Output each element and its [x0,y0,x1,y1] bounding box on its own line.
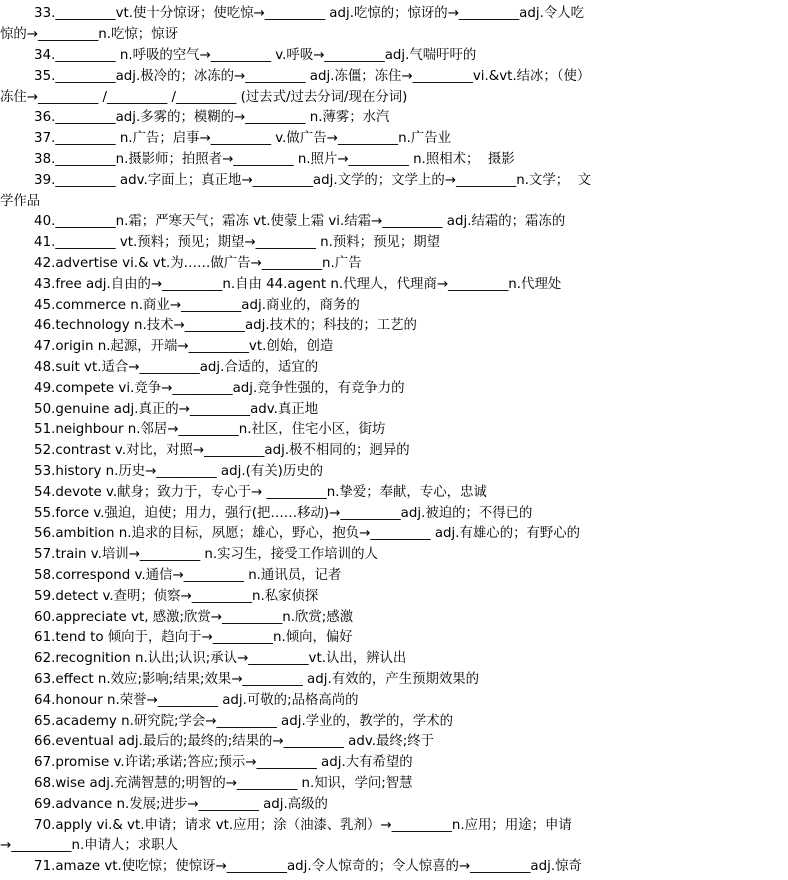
text-line: 48.suit vt.适合→_________adj.合适的，适宜的 [0,360,319,375]
text-line: 66.eventual adj.最后的;最终的;结果的→_________ adv.最终;终于 [0,734,435,749]
text-line: 43.free adj.自由的→_________n.自由 44.agent n.代理人，代理商→_________n.代理处 [0,277,562,292]
text-line: 51.neighbour n.邻居→_________n.社区，住宅小区，街坊 [0,422,386,437]
text-line: 50.genuine adj.真正的→_________adv.真正地 [0,402,319,417]
text-line: 53.history n.历史→_________ adj.(有关)历史的 [0,464,324,479]
text-line: 67.promise v.许诺;承诺;答应;预示→_________ adj.大有希望的 [0,755,413,770]
text-line: 52.contrast v.对比，对照→_________adj.极不相同的；迥异的 [0,443,410,458]
text-line: 学作品 [0,194,41,209]
text-line: 惊的→_________n.吃惊；惊讶 [0,27,178,42]
text-line: 40._________n.霜；严寒天气；霜冻 vt.使蒙上霜 vi.结霜→_________ adj.结霜的；霜冻的 [0,214,566,229]
text-line: 41._________ vt.预料；预见；期望→_________ n.预料；预见；期望 [0,235,441,250]
text-line: 35._________adj.极冷的；冰冻的→_________ adj.冻僵；冻住→_________vi.&vt.结冰；（使） [0,69,591,84]
text-line: 58.correspond v.通信→_________ n.通讯员，记者 [0,568,342,583]
text-line: 70.apply vi.& vt.申请；请求 vt.应用；涂（油漆、乳剂）→_________n.应用；用途；申请 [0,818,572,833]
text-line: 45.commerce n.商业→_________adj.商业的，商务的 [0,298,360,313]
text-line: 71.amaze vt.使吃惊；使惊讶→_________adj.令人惊奇的；令人惊喜的→_________adj.惊奇 [0,859,582,874]
text-line: 65.academy n.研究院;学会→_________ adj.学业的，教学的，学术的 [0,714,454,729]
text-line: 62.recognition n.认出;认识;承认→_________vt.认出，辨认出 [0,651,407,666]
text-line: 47.origin n.起源，开端→_________vt.创始，创造 [0,339,334,354]
text-line: 63.effect n.效应;影响;结果;效果→_________ adj.有效的，产生预期效果的 [0,672,480,687]
text-line: 60.appreciate vt, 感激;欣赏→_________n.欣赏;感激 [0,610,354,625]
text-line: 39._________ adv.字面上；真正地→_________adj.文学的；文学上的→_________n.文学； 文 [0,173,592,188]
text-line: 37._________ n.广告；启事→_________ v.做广告→_________n.广告业 [0,131,451,146]
text-line: 34._________ n.呼吸的空气→_________ v.呼吸→_________adj.气喘吁吁的 [0,48,477,63]
text-line: 38._________n.摄影师；拍照者→_________ n.照片→_________ n.照相术； 摄影 [0,152,515,167]
text-line: 54.devote v.献身；致力于，专心于→ _________n.挚爱；奉献，专心，忠诚 [0,485,487,500]
text-line: 56.ambition n.追求的目标，夙愿；雄心，野心，抱负→_________ adj.有雄心的；有野心的 [0,526,581,541]
text-line: 46.technology n.技术→_________adj.技术的；科技的；工艺的 [0,318,417,333]
text-line: 33._________vt.使十分惊讶；使吃惊→_________ adj.吃惊的；惊讶的→_________adj.令人吃 [0,6,585,21]
text-line: 55.force v.强迫，迫使；用力，强行(把……移动)→_________adj.被迫的；不得已的 [0,506,533,521]
text-line: 49.compete vi.竞争→_________adj.竞争性强的，有竞争力的 [0,381,405,396]
text-line: 61.tend to 倾向于，趋向于→_________n.倾向，偏好 [0,630,353,645]
text-line: →_________n.申请人；求职人 [0,838,178,853]
text-line: 57.train v.培训→_________ n.实习生，接受工作培训的人 [0,547,378,562]
text-line: 69.advance n.发展;进步→_________ adj.高级的 [0,797,328,812]
text-line: 64.honour n.荣誉→_________ adj.可敬的;品格高尚的 [0,693,359,708]
text-line: 冻住→_________ /_________ /_________ (过去式/过去分词/现在分词) [0,90,408,105]
text-line: 59.detect v.查明；侦察→_________n.私家侦探 [0,589,319,604]
text-line: 36._________adj.多雾的；模糊的→_________ n.薄雾；水汽 [0,110,390,125]
text-line: 42.advertise vi.& vt.为……做广告→_________n.广告 [0,256,362,271]
text-line: 68.wise adj.充满智慧的;明智的→_________ n.知识，学问;智慧 [0,776,413,791]
